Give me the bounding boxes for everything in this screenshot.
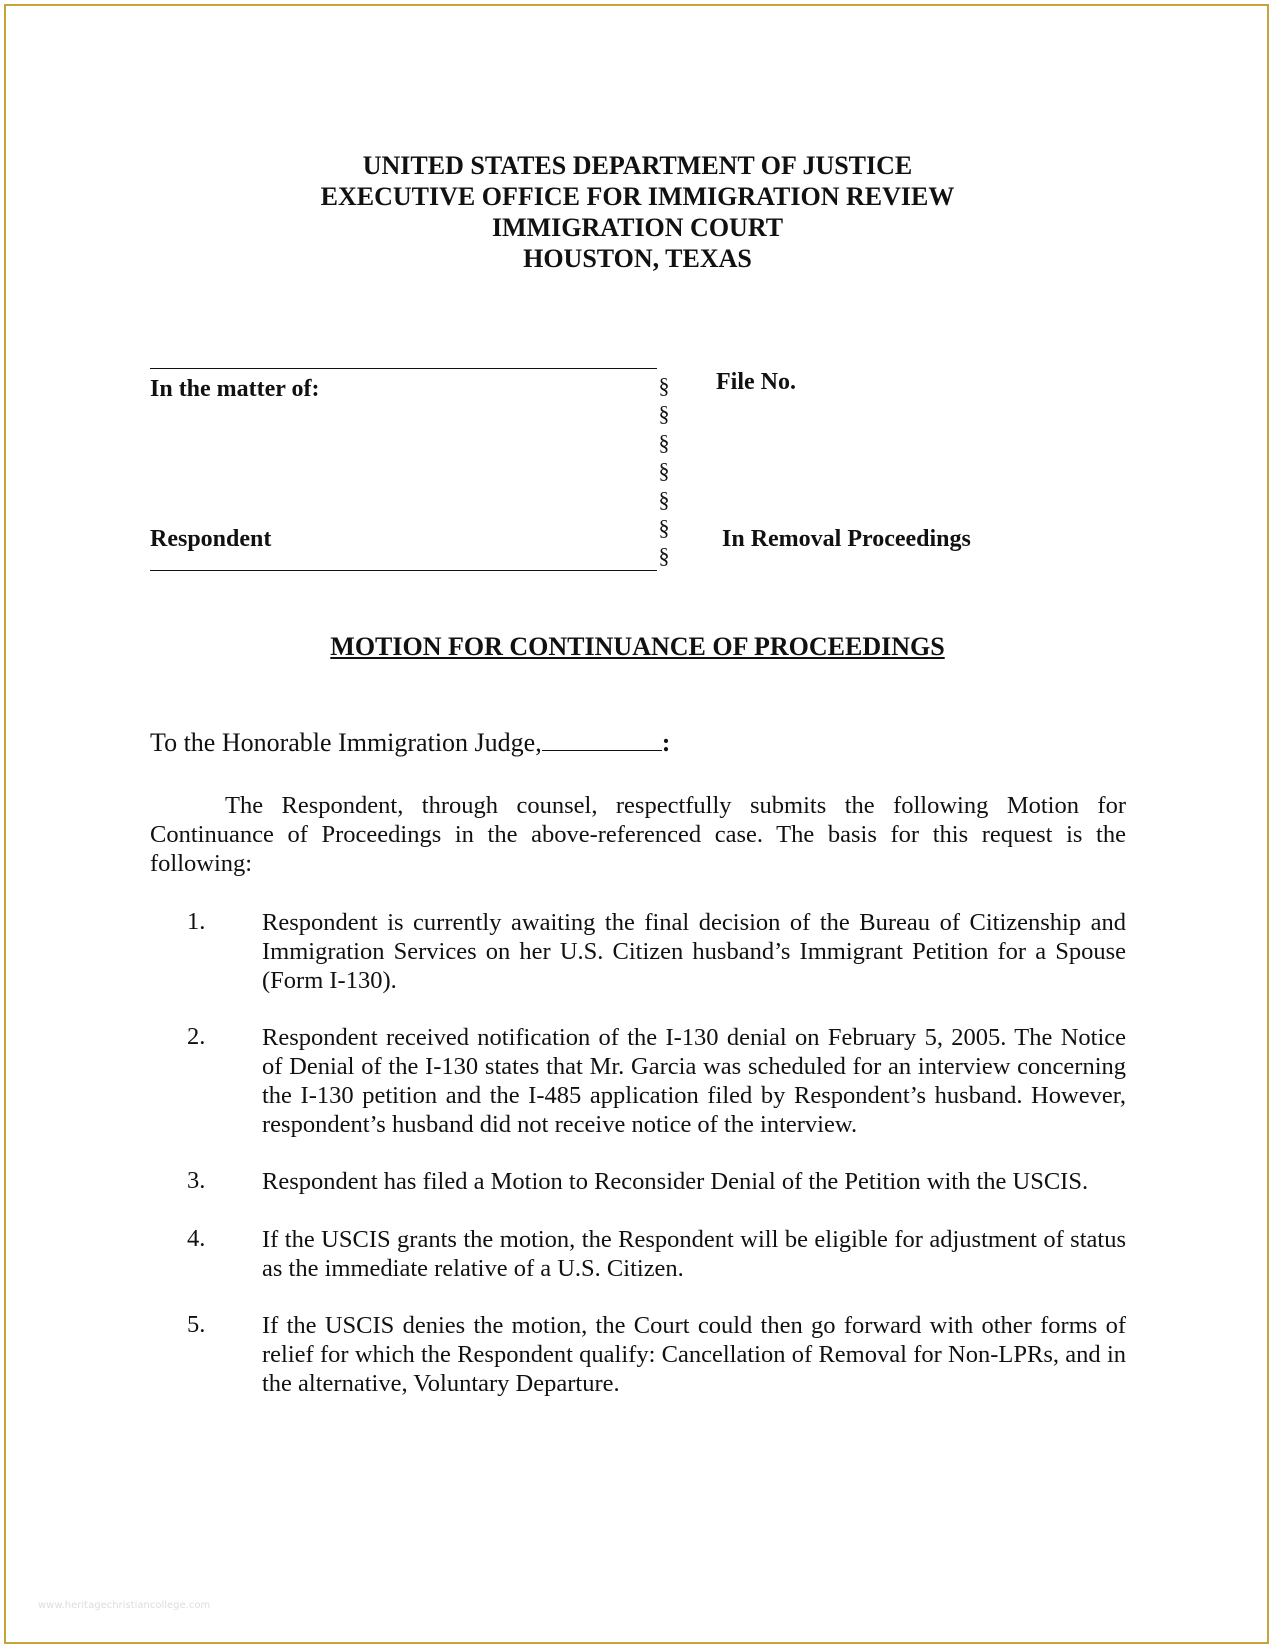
item-text: Respondent has filed a Motion to Reconsider Denial of the Petition with the USCIS.	[262, 1168, 1089, 1195]
item-number: 2.	[187, 1023, 206, 1050]
court-header	[0, 150, 1275, 274]
matter-label: In the matter of:	[150, 376, 320, 402]
item-number: 1.	[187, 908, 206, 935]
header-line-4: HOUSTON, TEXAS	[523, 244, 752, 273]
section-symbol: §	[658, 515, 670, 541]
motion-title: MOTION FOR CONTINUANCE OF PROCEEDINGS	[330, 632, 945, 661]
item-text: If the USCIS grants the motion, the Respondent will be eligible for adjustment of status as the immediate relative of a U.S. Citizen.	[262, 1226, 1126, 1282]
header-line-1: UNITED STATES DEPARTMENT OF JUSTICE	[362, 151, 913, 180]
section-symbol: §	[658, 543, 670, 569]
section-symbol-column	[655, 372, 673, 571]
item-number: 4.	[187, 1225, 206, 1252]
salutation-text: To the Honorable Immigration Judge,	[150, 728, 542, 757]
proceedings-label: In Removal Proceedings	[722, 526, 971, 552]
section-symbol: §	[658, 486, 670, 512]
item-text: Respondent received notification of the I-130 denial on February 5, 2005. The Notice of Denial of the I-130 states that Mr. Garcia was scheduled for an interview concerning the I-130 petition and the I-485 application filed by Respondent’s husband. However, respondent’s husband did not receive notice of the interview.	[262, 1024, 1126, 1138]
watermark: www.heritagechristiancollege.com	[38, 1600, 211, 1611]
section-symbol: §	[658, 401, 670, 427]
header-line-3: IMMIGRATION COURT	[491, 213, 784, 242]
salutation-end: :	[661, 728, 671, 757]
section-symbol: §	[658, 429, 670, 455]
respondent-label: Respondent	[150, 526, 272, 552]
caption-bottom-rule	[150, 570, 657, 571]
item-number: 3.	[187, 1167, 206, 1194]
item-number: 5.	[187, 1311, 206, 1338]
section-symbol: §	[658, 458, 670, 484]
intro-paragraph: The Respondent, through counsel, respectfully submits the following Motion for Continuance of Proceedings in the above-referenced case. The basis for this request is the following:	[150, 792, 1126, 877]
salutation	[150, 728, 670, 758]
section-symbol: §	[658, 373, 670, 398]
file-number-label: File No.	[716, 369, 796, 395]
caption-top-rule	[150, 368, 657, 369]
header-line-2: EXECUTIVE OFFICE FOR IMMIGRATION REVIEW	[320, 182, 955, 211]
item-text: If the USCIS denies the motion, the Court could then go forward with other forms of relief for which the Respondent qualify: Cancellation of Removal for Non-LPRs, and in the alternative, Voluntary Departure.	[262, 1312, 1126, 1397]
judge-name-blank	[542, 728, 662, 751]
item-text: Respondent is currently awaiting the final decision of the Bureau of Citizenship and Immigration Services on her U.S. Citizen husband’s Immigrant Petition for a Spouse (Form I-130).	[262, 909, 1126, 994]
